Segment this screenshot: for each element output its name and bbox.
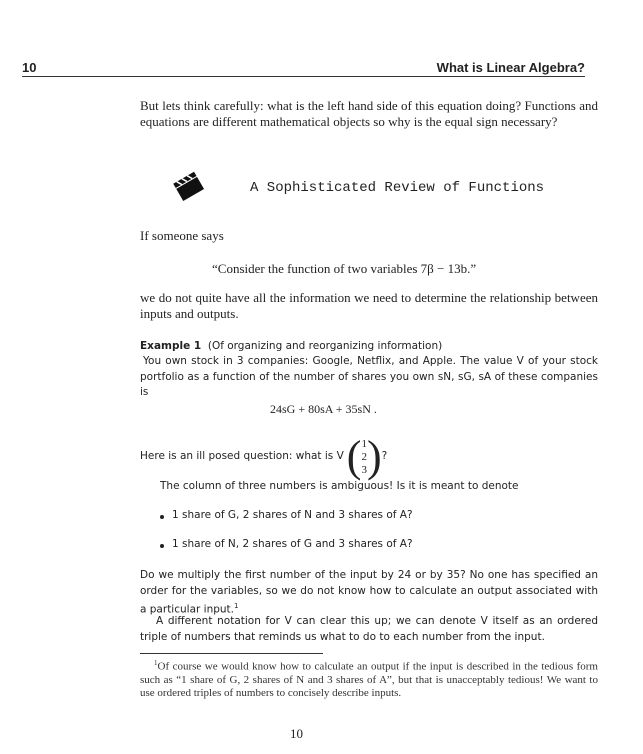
- example-formula: 24sG + 80sA + 35sN .: [270, 402, 377, 416]
- bullet-icon: [160, 515, 164, 519]
- footnote: $^1$Of course we would know how to calculate an output if the input is described in the tedious form such as “1 share of G, 2 shares of N and 3 shares of A”, but that is unacceptably tedious! We want to use ordered triples of numbers to concisely describe inputs.: [140, 659, 598, 699]
- example-paragraph-1: You own stock in 3 companies: Google, Netflix, and Apple. The value V of your stock portfolio as a function of the number of shares you own sN, sG, sA of these companies is: [140, 355, 598, 398]
- clapperboard-icon: [172, 168, 206, 207]
- intro-paragraph: But lets think carefully: what is the left hand side of this equation doing? Functions and equations are different mathematical objects so why is the equal sign necessary?: [140, 98, 598, 129]
- header-page-number: 10: [22, 60, 37, 75]
- example-subtitle: (Of organizing and reorganizing information): [207, 340, 443, 352]
- input-vector: 1 2 3: [361, 437, 367, 476]
- bullet-item: 1 share of G, 2 shares of N and 3 shares of A?: [172, 509, 413, 521]
- bullet-icon: [160, 544, 164, 548]
- footer-page-number: 10: [290, 726, 303, 741]
- bullet-item: 1 share of N, 2 shares of G and 3 shares of A?: [172, 538, 413, 550]
- example-label: Example 1: [140, 340, 202, 352]
- ill-posed-question: Here is an ill posed question: what is V ( 1 2 3 ) ?: [140, 432, 388, 481]
- example-heading: [140, 339, 598, 355]
- footnote-rule: [140, 653, 323, 654]
- footnote-mark[interactable]: 1: [234, 602, 239, 610]
- header-chapter-title: What is Linear Algebra?: [436, 60, 585, 75]
- example-paragraph-2: Do we multiply the first number of the input by 24 or by 35? No one has specified an order for the variables, so we do not know how to calculate an output associated with a particular input.$^1$: [140, 569, 598, 616]
- question-text: Here is an ill posed question: what is V: [140, 450, 344, 463]
- after-quote-paragraph: we do not quite have all the information we need to determine the relationship between inputs and outputs.: [140, 290, 598, 321]
- example-paragraph-3: A different notation for V can clear this up; we can denote V itself as an ordered triple of numbers that reminds us what to do to each number from the input.: [140, 615, 598, 643]
- quote: “Consider the function of two variables 7β − 13b.”: [212, 261, 477, 276]
- review-title: A Sophisticated Review of Functions: [250, 180, 545, 196]
- ambiguous-text: The column of three numbers is ambiguous! Is it is meant to denote: [160, 480, 519, 492]
- header-rule: [22, 76, 585, 77]
- someone-says: If someone says: [140, 228, 224, 243]
